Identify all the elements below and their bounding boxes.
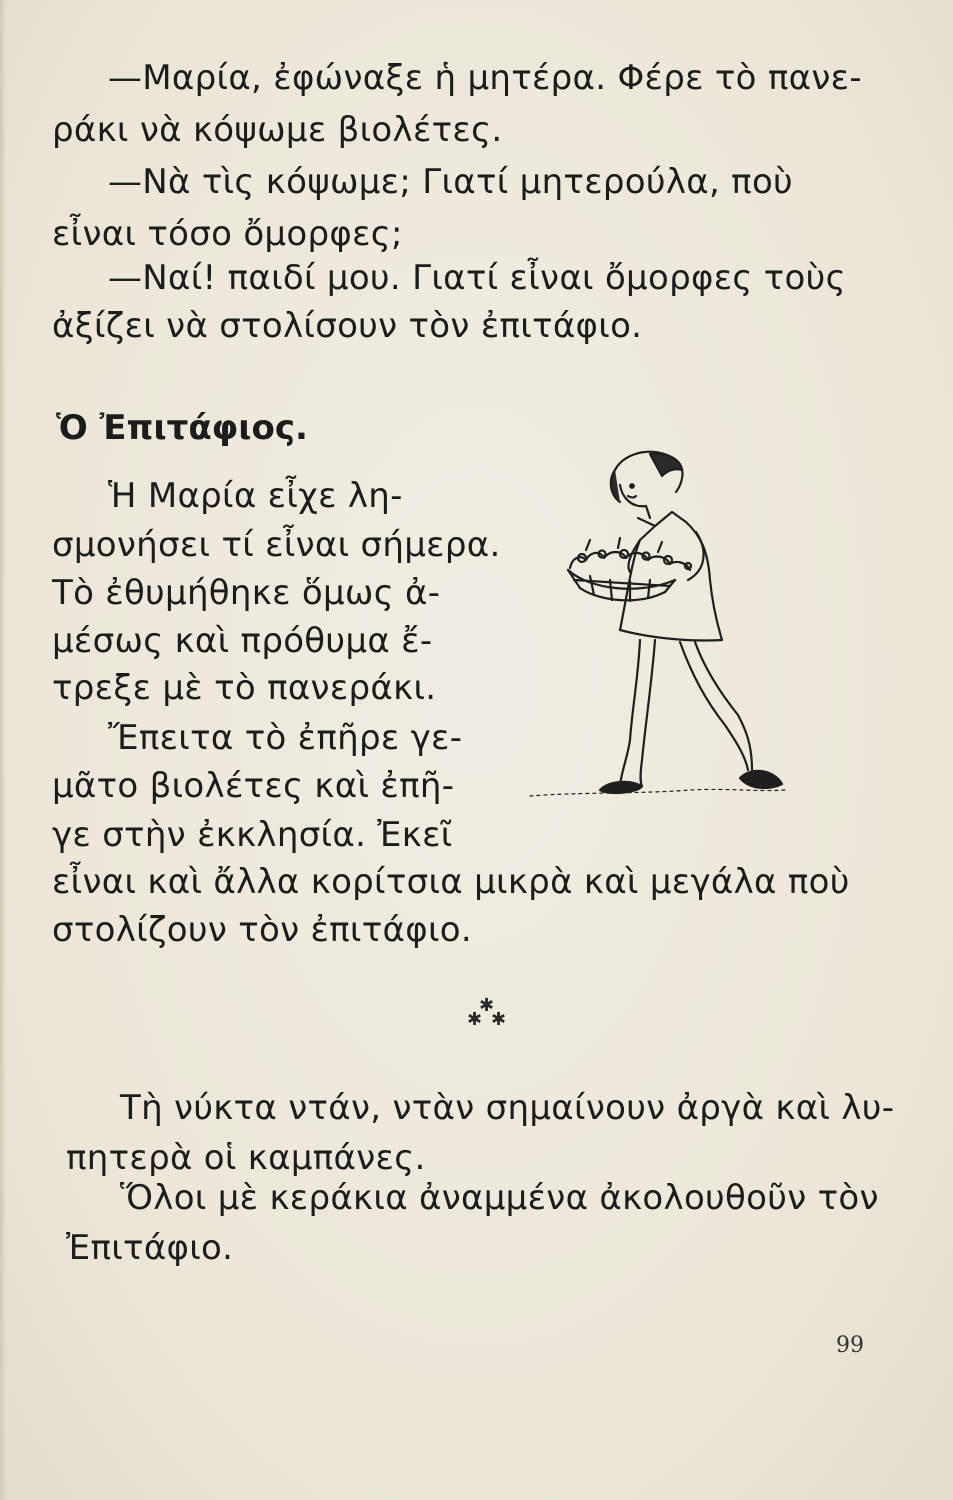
- text-line: Ἐπιτάφιο.: [66, 1228, 234, 1268]
- text-line: —Μαρία, ἐφώναξε ἡ μητέρα. Φέρε τὸ πανε-: [108, 58, 862, 98]
- text-line: Τὸ ἐθυμήθηκε ὅμως ἀ-: [52, 573, 441, 613]
- section-heading: Ὁ Ἐπιτάφιος.: [56, 408, 308, 448]
- text-line: εἶναι καὶ ἄλλα κορίτσια μικρὰ καὶ μεγάλα ποὺ: [52, 862, 850, 902]
- text-line: —Ναί! παιδί μου. Γιατί εἶναι ὄμορφες τοὺς: [108, 258, 846, 298]
- text-line: Ἔπειτα τὸ ἐπῆρε γε-: [108, 718, 463, 758]
- page-number: 99: [836, 1333, 864, 1358]
- text-line: στολίζουν τὸν ἐπιτάφιο.: [52, 910, 472, 950]
- text-line: εἶναι τόσο ὄμορφες;: [52, 214, 403, 254]
- text-line: —Νὰ τὶς κόψωμε; Γιατί μητερούλα, ποὺ: [108, 162, 794, 202]
- text-line: Τὴ νύκτα ντάν, ντὰν σημαίνουν ἀργὰ καὶ λυ-: [120, 1088, 895, 1128]
- text-line: γε στὴν ἐκκλησία. Ἐκεῖ: [52, 815, 453, 855]
- text-line: πητερὰ οἱ καμπάνες.: [66, 1138, 426, 1178]
- text-line: ράκι νὰ κόψωμε βιολέτες.: [52, 110, 503, 150]
- section-divider-asterism: ✱ ✱ ✱: [467, 995, 507, 1030]
- text-line: σμονήσει τί εἶναι σήμερα.: [52, 525, 501, 565]
- text-line: Ὅλοι μὲ κεράκια ἀναμμένα ἀκολουθοῦν τὸν: [120, 1178, 879, 1218]
- text-line: ἀξίζει νὰ στολίσουν τὸν ἐπιτάφιο.: [52, 306, 643, 346]
- page-spine-shadow: [0, 0, 6, 1500]
- text-line: μᾶτο βιολέτες καὶ ἐπῆ-: [52, 766, 455, 806]
- text-line: Ἡ Μαρία εἶχε λη-: [108, 476, 403, 516]
- text-line: μέσως καὶ πρόθυμα ἔ-: [52, 621, 433, 661]
- text-line: τρεξε μὲ τὸ πανεράκι.: [52, 668, 437, 708]
- girl-with-flower-basket-icon: [490, 440, 790, 820]
